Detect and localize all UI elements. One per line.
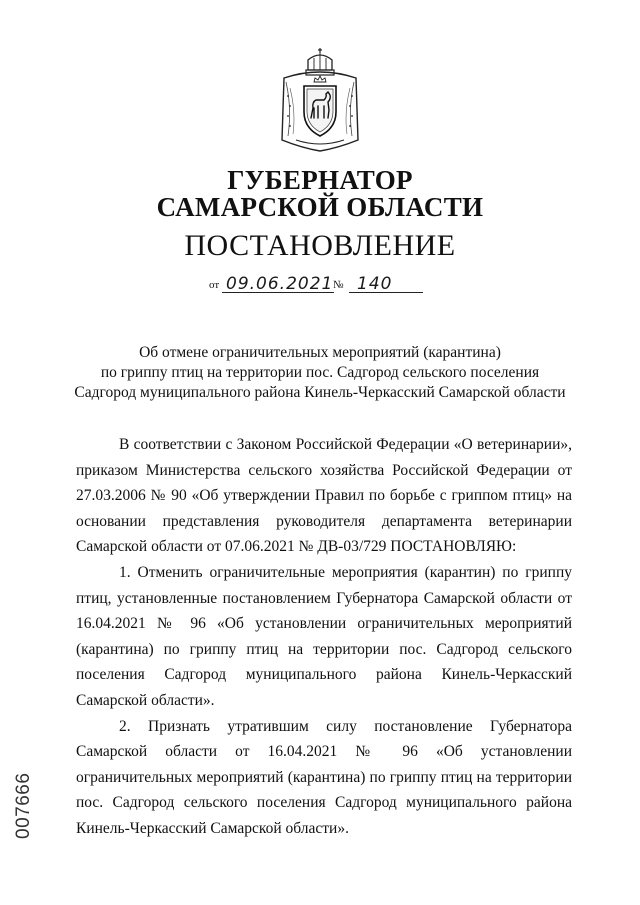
document-type: ПОСТАНОВЛЕНИЕ [184,229,456,262]
title-line: по гриппу птиц на территории пос. Садгород сельского поселения [100,364,540,381]
authority-region: САМАРСКОЙ ОБЛАСТИ [156,192,484,222]
authority-title: ГУБЕРНАТОР [227,165,413,195]
title-line: Об отмене ограничительных мероприятий (карантина) [139,344,501,361]
preamble-paragraph: В соответствии с Законом Российской Федерации «О ветеринарии», приказом Министерства сельского хозяйства Российской Федерации от 27.03.2006 № 90 «Об утверждении Правил по борьбе с гриппом птиц» на основании представления руководителя департамента ветеринарии Самарской области от 07.06.2021 № ДВ-03/729 ПОСТАНОВЛЯЮ: [76,436,572,556]
registration-code: 007666 [13,772,34,839]
date-number-line [209,270,439,296]
document-title [60,343,580,403]
clause-2-paragraph: 2. Признать утратившим силу постановление Губернатора Самарской области от 16.04.2021 № 96 «Об установлении ограничительных мероприятий (карантина) по гриппу птиц на территории пос. Садгород сельского поселения Садгород муниципального района Кинель-Черкасский Самарской области». [76,717,572,837]
title-line: Садгород муниципального района Кинель-Черкасский Самарской области [74,384,566,401]
document-body [76,432,572,842]
coat-of-arms-icon [278,48,362,152]
date-from-label: от [209,279,220,291]
document-date: 09.06.2021 [226,274,334,294]
clause-1-paragraph: 1. Отменить ограничительные мероприятия (карантин) по гриппу птиц, установленные постановлением Губернатора Самарской области от 16.04.2021 № 96 «Об установлении ограничительных мероприятий (карантина) по гриппу птиц на территории пос. Садгород сельского поселения Садгород муниципального района Кинель-Черкасский Самарской области». [76,563,572,709]
document-number: 140 [357,274,393,294]
number-label: № [333,279,344,291]
